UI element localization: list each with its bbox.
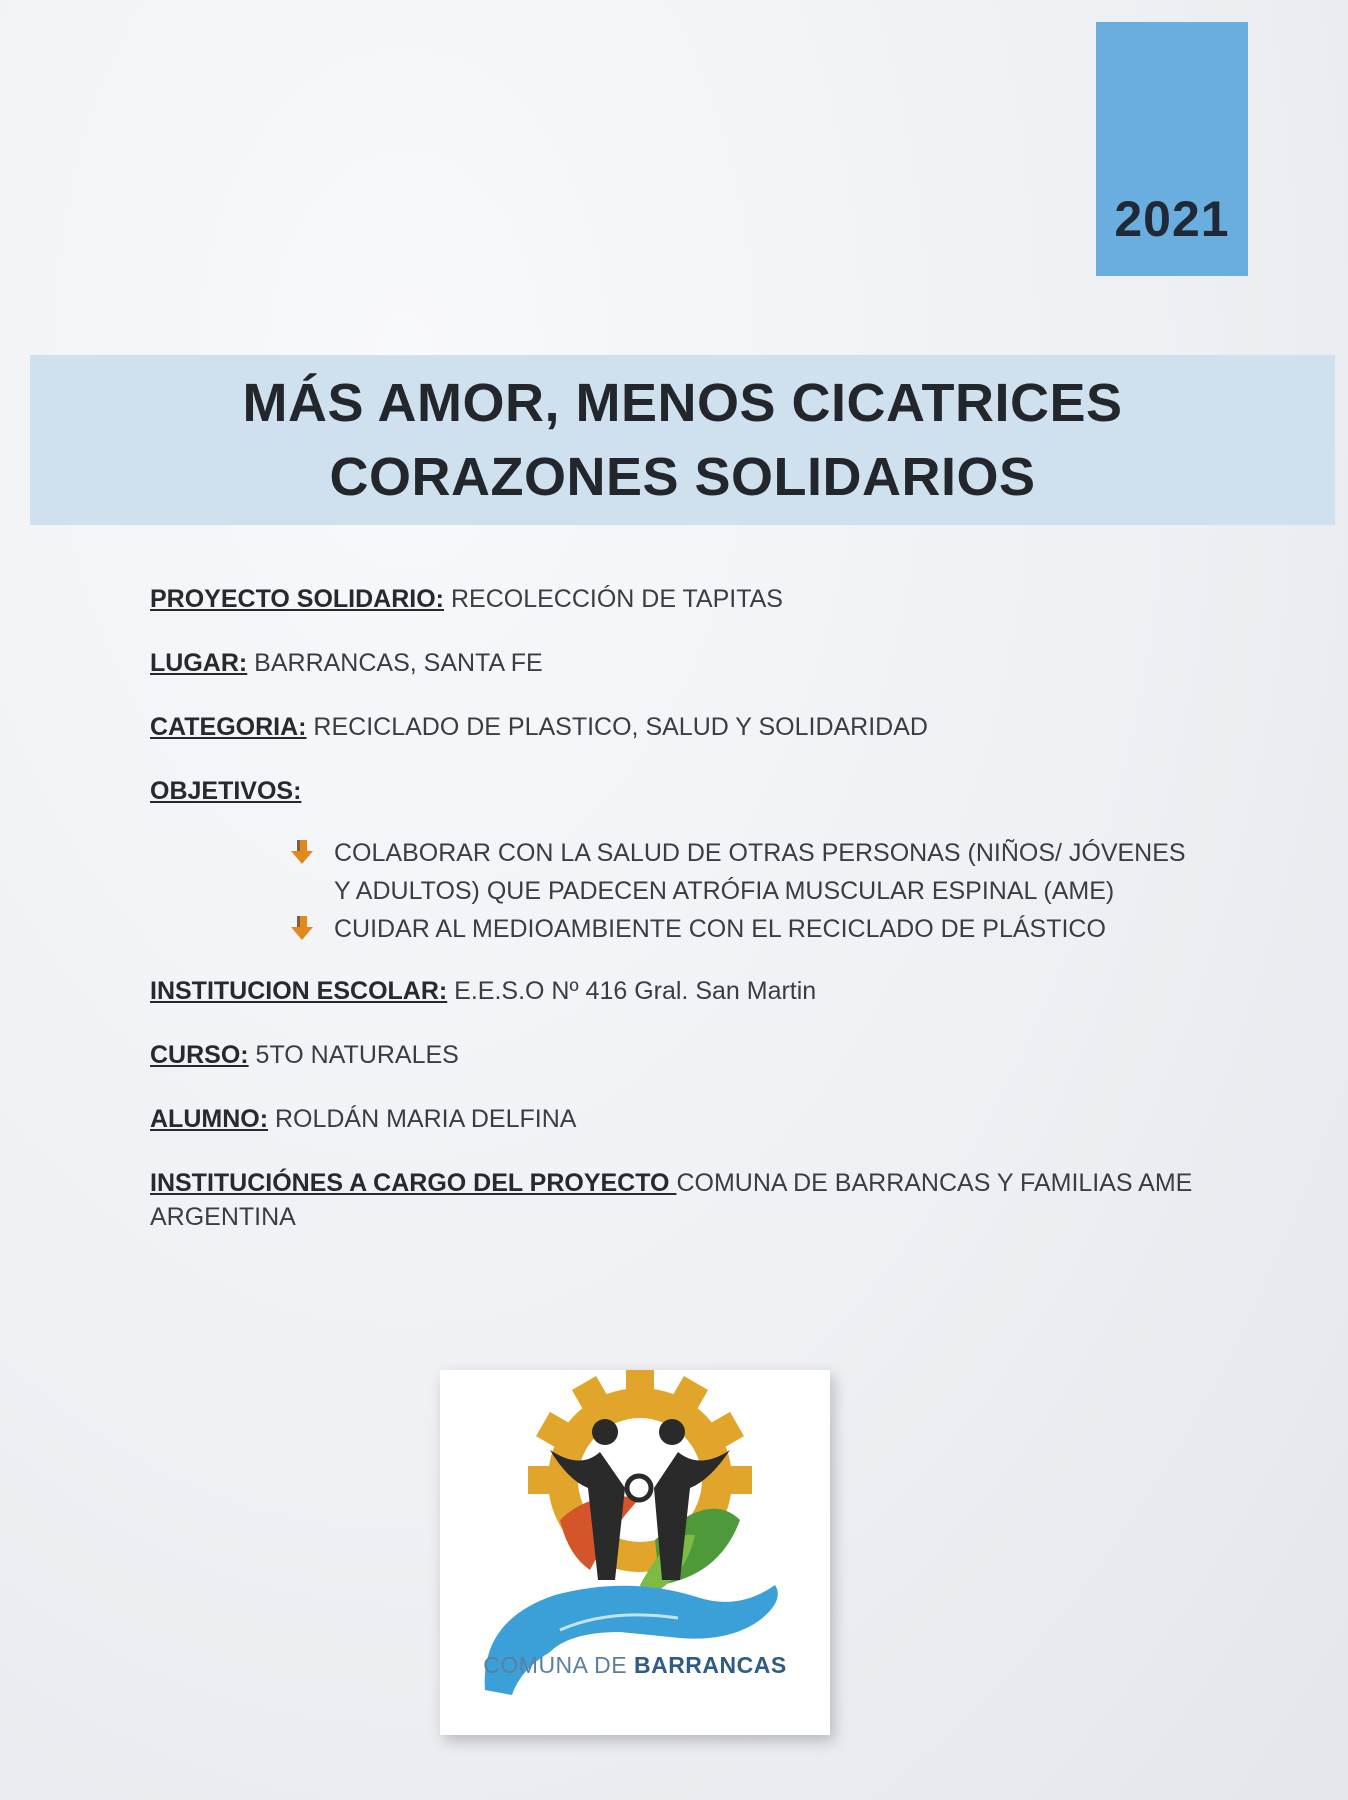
field-institucion-value: E.E.S.O Nº 416 Gral. San Martin xyxy=(447,977,817,1005)
field-alumno-value: ROLDÁN MARIA DELFINA xyxy=(268,1105,577,1133)
objectives-list xyxy=(288,834,1208,948)
list-item xyxy=(288,910,1208,948)
title-band xyxy=(30,355,1335,525)
comuna-logo-icon xyxy=(440,1370,830,1735)
logo-caption xyxy=(440,1652,830,1679)
objective-text-2: CUIDAR AL MEDIOAMBIENTE CON EL RECICLADO DE PLÁSTICO xyxy=(334,915,1106,943)
field-curso-value: 5TO NATURALES xyxy=(248,1041,459,1069)
project-details xyxy=(150,582,1210,1264)
field-categoria xyxy=(150,710,1210,744)
field-instituciones xyxy=(150,1166,1200,1234)
list-item xyxy=(288,834,1208,910)
objective-text-1: COLABORAR CON LA SALUD DE OTRAS PERSONAS (NIÑOS/ JÓVENES Y ADULTOS) QUE PADECEN ATRÓFIA MUSCULAR ESPINAL (AME) xyxy=(334,839,1186,905)
field-alumno-label: ALUMNO: xyxy=(150,1105,269,1133)
logo-caption-bold: BARRANCAS xyxy=(633,1652,787,1678)
field-categoria-label: CATEGORIA: xyxy=(150,713,307,741)
field-proyecto-label: PROYECTO SOLIDARIO: xyxy=(150,585,445,613)
comuna-logo-card xyxy=(440,1370,830,1735)
field-alumno xyxy=(150,1102,1210,1136)
field-proyecto-value: RECOLECCIÓN DE TAPITAS xyxy=(444,585,783,613)
field-lugar-value: BARRANCAS, SANTA FE xyxy=(247,649,543,677)
title-line-1: MÁS AMOR, MENOS CICATRICES xyxy=(242,373,1123,433)
field-lugar xyxy=(150,646,1210,680)
field-institucion xyxy=(150,974,1210,1008)
field-categoria-value: RECICLADO DE PLASTICO, SALUD Y SOLIDARIDAD xyxy=(306,713,928,741)
field-lugar-label: LUGAR: xyxy=(150,649,248,677)
title-line-2: CORAZONES SOLIDARIOS xyxy=(329,447,1036,507)
down-arrow-bullet-icon xyxy=(288,914,316,942)
field-objetivos-label: OBJETIVOS: xyxy=(150,777,302,805)
logo-caption-light: COMUNA DE xyxy=(483,1652,634,1678)
year-label: 2021 xyxy=(1114,191,1230,247)
field-instituciones-value: COMUNA DE BARRANCAS Y FAMILIAS AME ARGENTINA xyxy=(150,1169,1193,1231)
field-institucion-label: INSTITUCION ESCOLAR: xyxy=(150,977,448,1005)
field-proyecto xyxy=(150,582,1210,616)
year-box xyxy=(1096,22,1248,276)
down-arrow-bullet-icon xyxy=(288,838,316,866)
field-curso xyxy=(150,1038,1210,1072)
field-objetivos xyxy=(150,774,1210,808)
field-curso-label: CURSO: xyxy=(150,1041,249,1069)
field-instituciones-label: INSTITUCIÓNES A CARGO DEL PROYECTO xyxy=(150,1169,677,1197)
